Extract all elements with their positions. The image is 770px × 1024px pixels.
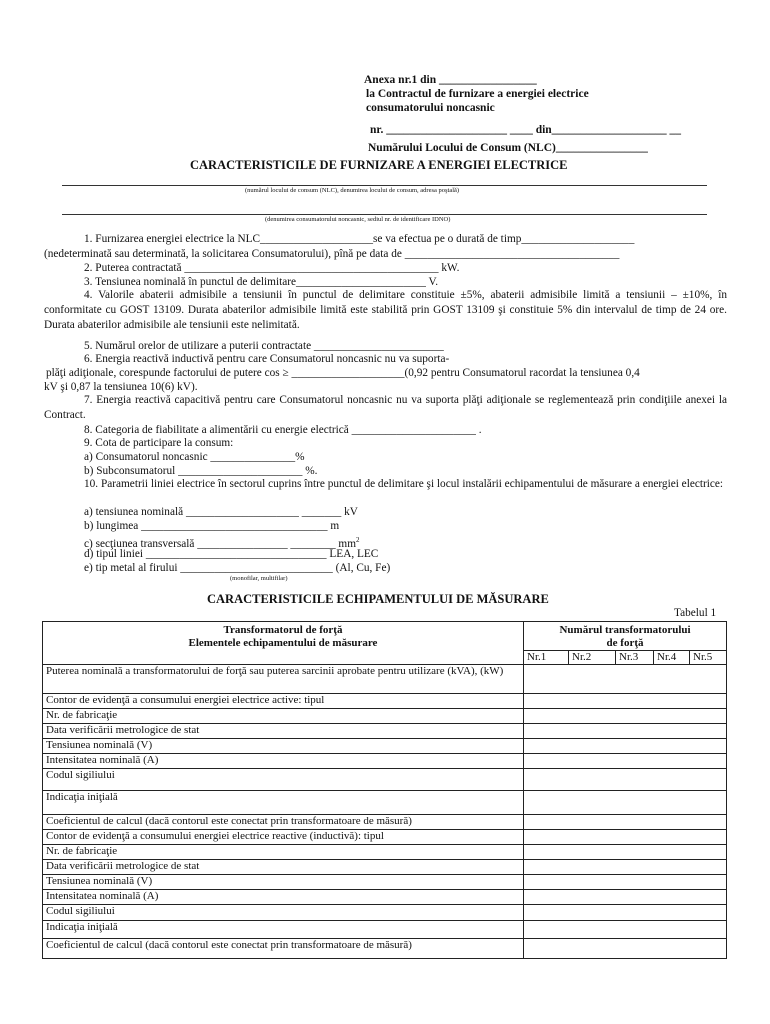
row-value-cell[interactable] (524, 921, 727, 939)
item-7: 7. Energia reactivă capacitivă pentru care Consumatorul noncasnic nu va suporta plăţi adiţionale se reglementează prin condiţiile anexei la Contract. (44, 394, 727, 422)
column-header-nr-1: Nr.1 (524, 651, 569, 665)
annex-number: Anexa nr.1 din _________________ (364, 74, 537, 86)
row-label: Data verificării metrologice de stat (43, 860, 524, 875)
table-row (43, 724, 727, 739)
table-row (43, 921, 727, 939)
row-label: Data verificării metrologice de stat (43, 724, 524, 739)
measurement-equipment-table (42, 621, 727, 959)
item-9a: a) Consumatorul noncasnic _______________% (84, 451, 305, 463)
row-value-cell[interactable] (524, 830, 727, 845)
table-row (43, 665, 727, 694)
row-value-cell[interactable] (524, 860, 727, 875)
item-10c: c) secţiunea transversală ________________ ________ $mm^2$ (84, 536, 360, 550)
row-value-cell[interactable] (524, 694, 727, 709)
row-label: Nr. de fabricaţie (43, 845, 524, 860)
table-row (43, 769, 727, 791)
head-left-line-2: Elementele echipamentului de măsurare (188, 636, 378, 649)
column-header-nr-2: Nr.2 (569, 651, 616, 665)
item-1-line-1: 1. Furnizarea energiei electrice la NLC____________________se va efectua pe o durată de timp____________________ (84, 233, 635, 245)
row-value-cell[interactable] (524, 754, 727, 769)
row-value-cell[interactable] (524, 890, 727, 905)
row-value-cell[interactable] (524, 939, 727, 959)
item-10b: b) lungimea _________________________________ m (84, 520, 340, 532)
item-3: 3. Tensiunea nominală în punctul de delimitare_______________________ V. (84, 276, 439, 288)
item-10e: e) tip metal al firului ___________________________ (Al, Cu, Fe) (84, 562, 391, 574)
row-label: Contor de evidenţă a consumului energiei electrice reactive (inductivă): tipul (43, 830, 524, 845)
row-label: Indicaţia iniţială (43, 921, 524, 939)
row-label: Coeficientul de calcul (dacă contorul este conectat prin transformatoare de măsură) (43, 939, 524, 959)
contract-reference: la Contractul de furnizare a energiei electrice (366, 88, 589, 100)
row-label: Codul sigiliului (43, 905, 524, 921)
document-title: CARACTERISTICILE DE FURNIZARE A ENERGIEI ELECTRICE (190, 158, 568, 172)
table-row (43, 905, 727, 921)
row-label: Tensiunea nominală (V) (43, 739, 524, 754)
item-6-line-1: 6. Energia reactivă inductivă pentru care Consumatorul noncasnic nu va suporta- (84, 353, 450, 365)
head-right-line-1: Numărul transformatorului (559, 624, 691, 636)
item-10d: d) tipul liniei ________________________________ LEA, LEC (84, 548, 379, 560)
item-6-line-2: plăţi adiţionale, corespunde factorului de putere cos ≥ ____________________(0,92 pentru Consumatorul racordat la tensiunea 0,4 (46, 367, 640, 379)
column-header-nr-5: Nr.5 (690, 651, 727, 665)
row-value-cell[interactable] (524, 791, 727, 815)
table-row (43, 845, 727, 860)
item-10e-caption: (monofilar, multifilar) (230, 575, 288, 582)
item-10a: a) tensiunea nominală ____________________ _______ kV (84, 506, 358, 518)
section-title: CARACTERISTICILE ECHIPAMENTULUI DE MĂSURARE (207, 592, 549, 606)
row-value-cell[interactable] (524, 724, 727, 739)
item-9b: b) Subconsumatorul ______________________ %. (84, 465, 318, 477)
item-6-line-3: kV şi 0,87 la tensiunea 10(6) kV). (44, 381, 198, 393)
caption-consumption-place: (numărul locului de consum (NLC), denumirea locului de consum, adresa poştală) (245, 187, 460, 194)
row-value-cell[interactable] (524, 875, 727, 890)
consumer-type: consumatorului noncasnic (366, 102, 495, 114)
table-head-left (43, 622, 524, 665)
table-row (43, 791, 727, 815)
row-label: Intensitatea nominală (A) (43, 754, 524, 769)
row-value-cell[interactable] (524, 905, 727, 921)
table-head-right (524, 622, 727, 651)
table-row (43, 875, 727, 890)
table-row (43, 830, 727, 845)
table-row (43, 709, 727, 724)
head-left-line-1: Transformatorul de forţă (223, 624, 343, 636)
row-value-cell[interactable] (524, 739, 727, 754)
item-2: 2. Puterea contractată _____________________________________________ kW. (84, 262, 460, 274)
table-row (43, 890, 727, 905)
contract-number-date: nr. _____________________ ____ din____________________ __ (370, 124, 682, 136)
row-value-cell[interactable] (524, 845, 727, 860)
row-label: Coeficientul de calcul (dacă contorul este conectat prin transformatoare de măsură) (43, 815, 524, 830)
row-value-cell[interactable] (524, 815, 727, 830)
consumption-place-number: Numărului Locului de Consum (NLC)________________ (368, 142, 648, 154)
row-value-cell[interactable] (524, 769, 727, 791)
table-row (43, 939, 727, 959)
row-value-cell[interactable] (524, 709, 727, 724)
table-label: Tabelul 1 (674, 607, 717, 619)
row-label: Contor de evidenţă a consumului energiei electrice active: tipul (43, 694, 524, 709)
table-row (43, 815, 727, 830)
table-row (43, 754, 727, 769)
column-header-nr-3: Nr.3 (616, 651, 654, 665)
row-label: Puterea nominală a transformatorului de forţă sau puterea sarcinii aprobate pentru utilizare (kVA), (kW) (43, 665, 524, 694)
item-10: 10. Parametrii liniei electrice în sectorul cuprins între punctul de delimitare şi locul instalării echipamentului de măsurare a energiei electrice: (84, 478, 724, 490)
caption-consumer: (denumirea consumatorului noncasnic, sediul nr. de identificare IDNO) (265, 216, 451, 223)
item-5: 5. Numărul orelor de utilizare a puterii contractate _______________________ (84, 340, 444, 352)
item-1-line-2: (nedeterminată sau determinată, la solicitarea Consumatorului), pînă pe data de ______________________________________ (44, 248, 620, 260)
superscript-2: 2 (356, 536, 360, 544)
row-label: Intensitatea nominală (A) (43, 890, 524, 905)
row-label: Tensiunea nominală (V) (43, 875, 524, 890)
blank-line-1 (62, 185, 707, 186)
row-label: Codul sigiliului (43, 769, 524, 791)
blank-line-2 (62, 214, 707, 215)
item-4: 4. Valorile abaterii admisibile a tensiunii în punctul de delimitare constituie ±5%, abaterii admisibile limită a tensiunii – ±10%, în conformitate cu GOST 13109. Durata abaterilor admisibile limită este stabilită prin GOST 13109 şi constituie 5% din intervalul de timp de 24 ore. Durata abaterilor admisibile ale tensiunii este nelimitată. (44, 289, 727, 332)
item-9: 9. Cota de participare la consum: (84, 437, 234, 449)
table-row (43, 739, 727, 754)
column-header-nr-4: Nr.4 (654, 651, 690, 665)
row-label: Indicaţia iniţială (43, 791, 524, 815)
head-right-line-2: de forţă (606, 636, 644, 649)
row-value-cell[interactable] (524, 665, 727, 694)
table-row (43, 694, 727, 709)
table-row (43, 860, 727, 875)
row-label: Nr. de fabricaţie (43, 709, 524, 724)
item-8: 8. Categoria de fiabilitate a alimentării cu energie electrică ______________________ . (84, 424, 482, 436)
